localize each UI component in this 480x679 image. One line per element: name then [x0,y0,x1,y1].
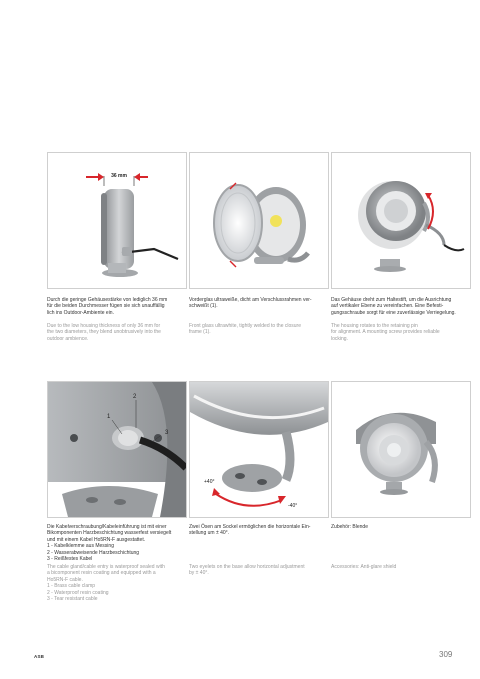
photo-panel-5 [189,381,329,518]
caption-line: 1 - Kabelklemme aus Messing [47,543,114,550]
caption-line: stellung um ± 40°. [189,530,230,537]
caption-en-1 [47,323,183,342]
arrow-right-icon [86,173,104,181]
caption-line: Vorderglas ultraweiße, dicht am Verschlussrahmen ver- [189,297,312,303]
caption-line: by ± 40°. [189,570,209,577]
caption-de-3 [331,297,467,316]
photo-panel-2 [189,152,329,289]
dimension-label: 36 mm [111,173,127,179]
caption-line: Durch die geringe Gehäusestärke von lediglich 36 mm [47,297,168,303]
angle-label-right: -40° [288,503,298,509]
caption-line: für die beiden Durchmesser fügen sie sich unauffällig [47,303,165,310]
caption-line: Bikomponenten Harzbeschichtung wasserfest versiegelt [47,530,172,537]
photo-panel-3 [331,152,471,289]
anti-glare-shield-illustration [332,382,470,517]
caption-line: 1 - Brass cable clamp [47,583,96,590]
rotate-arrow-icon [425,193,432,199]
caption-line: 3 - Reißfestes Kabel [47,556,93,563]
caption-de-6 [331,524,467,530]
caption-line: The cable gland/cable entry is waterproof sealed with [47,564,165,570]
luminaire-rotation-illustration [332,153,470,288]
caption-line: 3 - Tear resistant cable [47,596,98,603]
caption-line: Die Kabelverschraubung/Kabeleinführung ist mit einer [47,524,167,530]
caption-line: locking. [331,335,348,342]
caption-line: und mit einem Kabel Ho5RN-F ausgestattet. [47,536,146,543]
caption-line: 2 - Waterproof resin coating [47,589,109,596]
caption-line: Accessories: Anti-glare shield [331,564,397,570]
caption-line: Front glass ultrawhite, tightly welded to the closure [189,323,301,329]
caption-de-2 [189,297,325,310]
angle-label-left: +40° [204,479,215,485]
caption-line: Zwei Ösen am Sockel ermöglichen die horizontale Ein- [189,524,311,530]
caption-line: frame (1). [189,329,211,336]
caption-line: gungsschraube sorgt für eine zuverlässige Verriegelung. [331,309,456,316]
caption-line: a bicomponent resin coating and equipped with a [47,570,156,577]
adjust-arrow-right-icon [278,496,286,504]
luminaire-exploded-illustration [190,153,328,288]
caption-line: Das Gehäuse dreht zum Haltestift, um die Ausrichtung [331,297,452,303]
callout-1: 1 [107,414,111,420]
caption-line: schweißt (1). [189,303,218,310]
page-number: 309 [439,650,453,659]
arrow-left-icon [134,173,148,181]
callout-2: 2 [133,394,137,400]
caption-en-3 [331,323,467,342]
brand-logo: ASB [34,654,45,659]
caption-line: outdoor ambience. [47,335,89,342]
caption-line: Two eyelets on the base allow horizontal adjustment [189,564,305,570]
callout-3: 3 [165,430,169,436]
cable-gland-illustration [48,382,186,517]
caption-de-4 [47,524,183,562]
caption-line: The housing rotates to the retaining pin [331,323,418,329]
caption-line: lich ins Outdoor-Ambiente ein. [47,309,114,316]
caption-line: Zubehör: Blende [331,524,368,530]
photo-panel-4 [47,381,187,518]
caption-line: 2 - Wasserabweisende Harzbeschichtung [47,549,140,556]
caption-en-6 [331,564,467,570]
caption-line: the two diameters, they blend unobtrusively into the [47,329,161,336]
caption-line: auf vertikaler Ebene zu vereinfachen. Eine Befesti- [331,303,444,310]
caption-line: Ho5RN-F cable. [47,576,83,583]
caption-de-5 [189,524,325,537]
caption-en-4 [47,564,183,602]
caption-line: for alignment. A mounting screw provides reliable [331,329,440,336]
base-adjustment-illustration [190,382,328,517]
caption-line: Due to the low housing thickness of only 36 mm for [47,323,161,329]
photo-panel-6 [331,381,471,518]
caption-de-1 [47,297,183,316]
caption-en-5 [189,564,325,577]
caption-en-2 [189,323,325,336]
photo-panel-1 [47,152,187,289]
